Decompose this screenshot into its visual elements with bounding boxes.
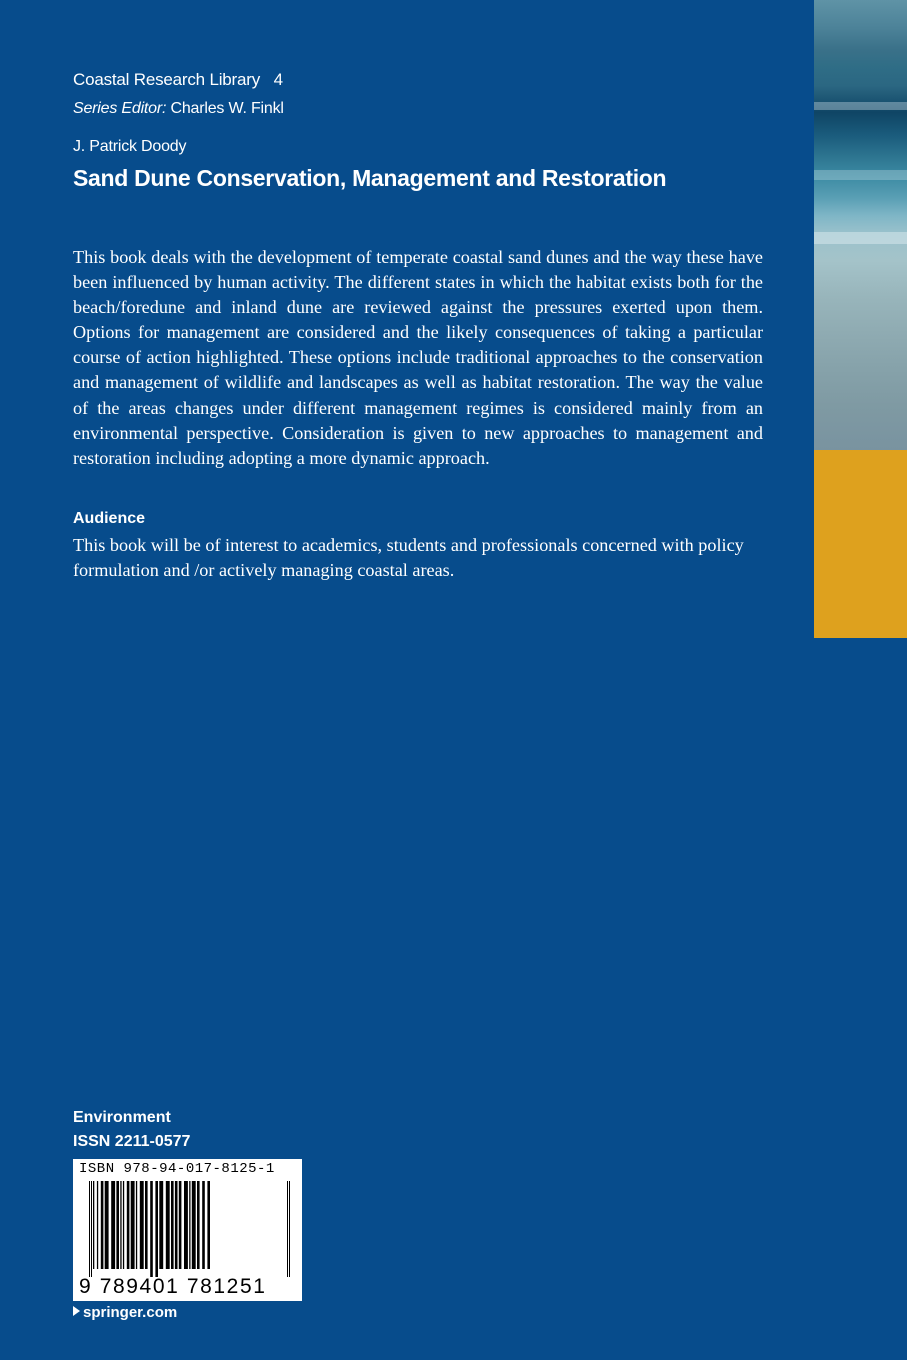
barcode-bar — [140, 1181, 144, 1269]
barcode-bar — [202, 1181, 205, 1269]
barcode-bar — [166, 1181, 170, 1269]
barcode-bar — [207, 1181, 210, 1269]
isbn-text: ISBN 978-94-017-8125-1 — [79, 1161, 275, 1177]
barcode-digits: 9 789401 781251 — [79, 1275, 267, 1298]
audience-text: This book will be of interest to academics, students and professionals concerned with policy formulation and /or actively managing coastal areas. — [73, 535, 744, 581]
barcode-bar — [179, 1181, 182, 1269]
barcode-bar — [127, 1181, 130, 1269]
barcode-bar — [150, 1181, 153, 1277]
barcode-bar — [105, 1181, 109, 1269]
barcode-bar — [171, 1181, 174, 1269]
issn-number: ISSN 2211-0577 — [73, 1133, 191, 1150]
barcode-bar — [192, 1181, 196, 1269]
barcode-bar — [101, 1181, 104, 1269]
subject-category: Environment — [73, 1109, 171, 1126]
series-name: Coastal Research Library — [73, 70, 261, 89]
barcode-bar — [175, 1181, 178, 1269]
barcode-bar — [197, 1181, 200, 1269]
barcode-bar — [123, 1181, 124, 1269]
barcode-bar — [116, 1181, 119, 1269]
book-author: J. Patrick Doody — [73, 138, 187, 155]
barcode-bar — [159, 1181, 163, 1269]
barcode-bar — [287, 1181, 288, 1277]
coastal-photo-strip — [814, 0, 907, 450]
barcode-bar — [136, 1181, 137, 1269]
barcode-bar — [145, 1181, 148, 1269]
series-volume: 4 — [273, 70, 283, 89]
barcode-bar — [155, 1181, 158, 1277]
publisher-link[interactable] — [73, 1304, 177, 1321]
barcode-bar — [184, 1181, 188, 1269]
series-line — [73, 70, 283, 90]
barcode-bar — [289, 1181, 290, 1277]
audience-heading: Audience — [73, 510, 146, 527]
book-description: This book deals with the development of temperate coastal sand dunes and the way these have been influenced by human activity. The different states in which the habitat exists both for the beach/foredune and inland dune are reviewed against the pressures exerted upon them. Options for management are considered and the likely consequences of taking a particular course of action highlighted. These options include traditional approaches to the conservation and management of wildlife and landscapes as well as habitat restoration. The way the value of the areas changes under different management regimes is considered mainly from an environmental perspective. Consideration is given to new approaches to management and restoration including adopting a more dynamic approach. — [73, 247, 763, 468]
series-editor-line — [73, 100, 284, 118]
barcode-bar — [120, 1181, 121, 1269]
barcode-bars — [79, 1181, 296, 1277]
isbn-barcode — [73, 1159, 302, 1301]
barcode-bar — [91, 1181, 92, 1277]
series-editor-label: Series Editor: — [73, 100, 167, 117]
barcode-bar — [89, 1181, 90, 1277]
barcode-bar — [97, 1181, 98, 1269]
series-editor-name: Charles W. Finkl — [170, 100, 284, 117]
side-strip — [814, 0, 907, 638]
accent-color-block — [814, 450, 907, 638]
barcode-bar — [93, 1181, 94, 1269]
barcode-bar — [111, 1181, 115, 1269]
publisher-url: springer.com — [83, 1304, 178, 1321]
barcode-bar — [131, 1181, 135, 1269]
book-title: Sand Dune Conservation, Management and Restoration — [73, 165, 667, 191]
barcode-bar — [189, 1181, 190, 1269]
arrow-right-icon — [73, 1306, 80, 1316]
